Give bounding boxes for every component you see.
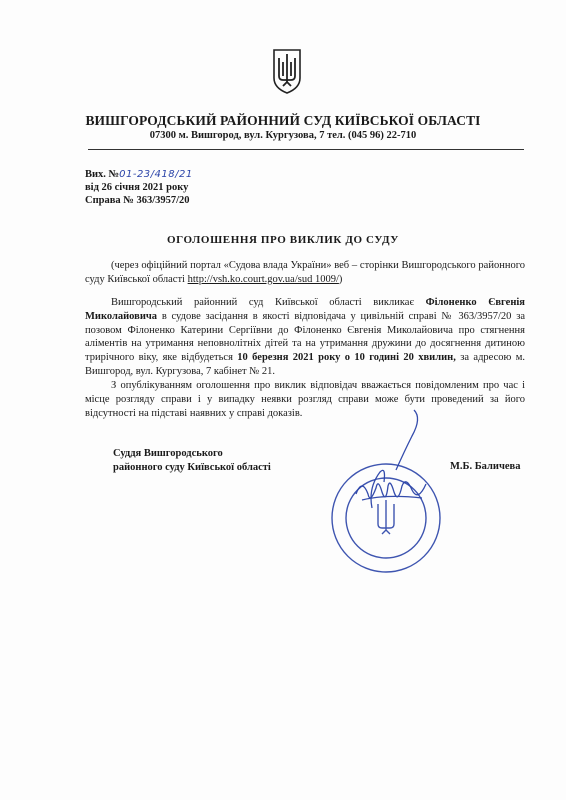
judge-position-line1: Суддя Вишгородського	[113, 448, 223, 459]
court-stamp-icon	[326, 408, 446, 598]
header-divider	[88, 149, 524, 150]
court-name: ВИШГОРОДСЬКИЙ РАЙОННИЙ СУД КИЇВСЬКОЇ ОБЛАСТІ	[85, 113, 481, 128]
intro-close: )	[338, 273, 343, 285]
judge-position	[113, 447, 271, 474]
defendant-name: Філоненко Євгенія Миколайовича	[85, 297, 525, 322]
summons-middle: в судове засідання в якості відповідача у цивільній справі № 363/3957/20 за позовом Філоненко Катерини Сергіївни до Філоненко Євгенія Миколайовича про стягнення аліментів на утримання неповнолітніх дітей та на утримання дружини до досягнення дитиною трирічного віку, яке відбудеться	[85, 310, 525, 364]
hearing-datetime: 10 березня 2021 року о 10 годині 20 хвилин,	[237, 352, 456, 364]
judge-name: М.Б. Баличева	[450, 461, 521, 472]
notice-title: ОГОЛОШЕННЯ ПРО ВИКЛИК ДО СУДУ	[167, 234, 399, 246]
coat-of-arms-icon	[272, 48, 302, 94]
outgoing-prefix: Вих. №	[85, 169, 120, 180]
consequence-text: З опублікуванням оголошення про виклик відповідач вважається повідомленим про час і місце розгляду справи і у випадку неявки розгляд справи може бути проведений за його відсутності на підставі наявних у справі доказів.	[85, 380, 525, 419]
summons-end: за адресою м. Вишгород, вул. Кургузова, 7 кабінет № 21.	[85, 352, 525, 377]
case-number: Справа № 363/3957/20	[85, 195, 190, 206]
outgoing-number	[85, 168, 193, 182]
court-portal-link[interactable]: http://vsh.ko.court.gov.ua/sud 1009/	[187, 273, 339, 285]
court-address: 07300 м. Вишгород, вул. Кургузова, 7 тел. (045 96) 22-710	[149, 130, 417, 141]
intro-paragraph	[85, 259, 525, 287]
intro-text: (через офіційний портал «Судова влада України» веб – сторінки Вишгородського районного суду Київської області	[85, 260, 525, 285]
outgoing-number-handwritten: 01-23/418/21	[119, 169, 193, 180]
document-date: від 26 січня 2021 року	[85, 182, 189, 193]
summons-paragraph	[85, 296, 525, 379]
judge-position-line2: районного суду Київської області	[113, 461, 271, 473]
consequence-paragraph	[85, 379, 525, 420]
summons-start: Вишгородський районний суд Київської області викликає	[111, 297, 426, 308]
